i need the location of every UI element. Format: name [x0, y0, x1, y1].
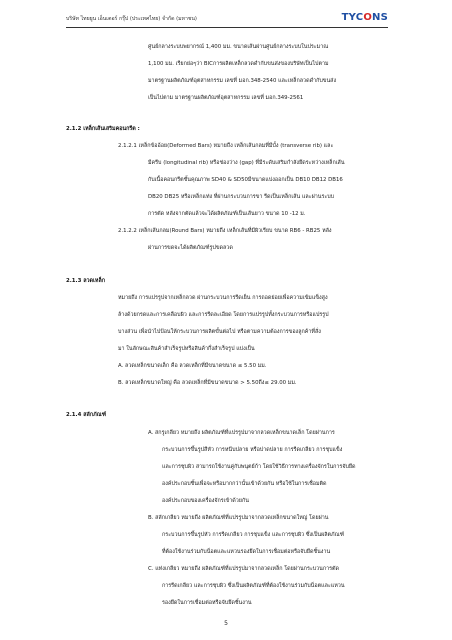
list-item: A. ลวดเหล็กขนาดเล็ก คือ ลวดเหล็กที่มีขนาดขนาด ≤ 5.50 มม. [118, 363, 267, 369]
intro-line: เป็นไปตาม มาตรฐานผลิตภัณฑ์อุตสาหกรรม เลขที่ มอก.349-2561 [148, 95, 304, 101]
section-line: ล้างด้วยกรดและการเคลือบผิว และการรีดละเอียด โดยการแปรรูปทั้งกระบวนการหรือแปรรูป [118, 312, 329, 318]
tycons-logo: TYCONS [341, 12, 388, 23]
intro-line: 1,100 มม. เรียกย่อๆว่า BICการผลิตเหล็กลวดดำกับขนส่งของบริษัทเป็นไปตาม [148, 61, 329, 67]
page-number: 5 [224, 620, 228, 627]
header-divider [66, 27, 388, 28]
page-header [66, 12, 388, 32]
section-heading-2-1-2: 2.1.2 เหล็กเส้นเสริมคอนกรีต : [66, 126, 140, 132]
section-heading-2-1-3: 2.1.3 ลวดเหล็ก [66, 278, 106, 284]
list-item: C. แท่งเกลียว หมายถึง ผลิตภัณฑ์ที่แปรรูปมาจากลวดเหล็ก โดยผ่านกระบวนการตัด [148, 566, 340, 572]
section-line: หมายถึง การแปรรูปจากเหล็กลวด ผ่านกระบวนการรีดเย็น การถอดย่อยเพื่อความเข้มแข็งสูง [118, 295, 328, 301]
section-line: มา ในลักษณะสินค้าสำเร็จรูปหรือสินค้ากึ่งสำเร็จรูป แบ่งเป็น [118, 346, 255, 352]
section-line: และการชุบผิว สามารถใช้งานคู่กับพนุตย์ก้า โดยใช้วิธีการทางเครื่องจักรในการจับยึด [162, 464, 356, 470]
company-name: บริษัท ไทยยูน เอ็นเตอร์ กรุ๊ป (ประเทศไทย) จำกัด (มหาชน) [66, 16, 197, 22]
section-line: DB20 DB25 หรือเหล็กแท่ง ที่ผ่านกระบวนการขา รีดเป็นเหล็กเส้น และผ่านระบบ [148, 194, 335, 200]
section-line: กระบวนการขึ้นรูปหัว การรีดเกลียว การชุบแข็ง และการชุบผิว ซึ่งเป็นผลิตภัณฑ์ [162, 532, 345, 538]
list-item: A. สกรูเกลียว หมายถึง ผลิตภัณฑ์ที่แปรรูปมาจากลวดเหล็กขนาดเล็ก โดยผ่านการ [148, 430, 335, 436]
section-line: 2.1.2.2 เหล็กเส้นกลม(Round Bars) หมายถึง เหล็กเส้นที่มีผิวเรียบ ขนาด RB6 - RB25 หลัง [118, 228, 332, 234]
section-line: รองยึดในการเชื่อมต่อหรือจับยึดชิ้นงาน [162, 600, 252, 606]
list-item: B. ลวดเหล็กขนาดใหญ่ คือ ลวดเหล็กที่มีขนาดขนาด > 5.50ถึง≤ 29.00 มม. [118, 380, 297, 386]
intro-line: ศูนย์กลางระบบพยากรณ์ 1,400 มม. ขนาดเส้นผ่านศูนย์กลางระบบในประมาณ [148, 44, 329, 50]
intro-line: มาตรฐานผลิตภัณฑ์อุตสาหกรรม เลขที่ มอก.348-2540 และเหล็กลวดดำกับขนส่ง [148, 78, 337, 84]
list-item: B. สลักเกลียว หมายถึง ผลิตภัณฑ์ที่แปรรูปมาจากลวดเหล็กขนาดใหญ่ โดยผ่าน [148, 515, 329, 521]
section-line: 2.1.2.1 เหล็กข้ออ้อย(Deformed Bars) หมายถึง เหล็กเส้นกลมที่มีบั้ง (transverse rib) และ [118, 143, 334, 149]
section-line: กระบวนการขึ้นรูปสีหัว การหนีบปลาย หรือปาดปลาย การรีดเกลียว การชุบแข็ง [162, 447, 343, 453]
section-heading-2-1-4: 2.1.4 สลักภัณฑ์ [66, 412, 107, 418]
section-line: การตัด หลังจากตัดแล้วจะได้ผลิตภัณฑ์เป็นเส้นยาว ขนาด 10 -12 ม. [148, 211, 306, 217]
section-line: กับเนื้อคอนกรีตชั้นคุณภาพ SD40 & SD50มีขนาดแบ่งออกเป็น DB10 DB12 DB16 [148, 177, 343, 183]
section-line: ที่ต้องใช้งานร่วมกับน็อตและแหวนรองยึดในการเชื่อมต่อหรือจับยึดชิ้นงาน [162, 549, 331, 555]
section-line: ผ่านการขดจะได้ผลิตภัณฑ์รูปขดลวด [148, 245, 233, 251]
section-line: บางส่วน เพื่อนำไปป้อนให้กระบวนการผลิตขั้นต่อไป หรือตามความต้องการของลูกค้าที่สั่ง [118, 329, 321, 335]
section-line: องค์ประกอบของเครื่องจักรเข้าด้วยกัน [162, 498, 249, 504]
section-line: องค์ประกอบชิ้นเพื่อจะหรือมากกว่านั้นเข้าด้วยกัน หรือใช้ในการเชื่อมติด [162, 481, 327, 487]
section-line: มีครีบ (longitudinal rib) หรือช่องว่าง (gap) ที่มีระดับเสริมกำลังยึดระหว่างเหล็กเส้น [148, 160, 345, 166]
section-line: การรีดเกลียว และการชุบผิว ซึ่งเป็นผลิตภัณฑ์ที่ต้องใช้งานร่วมกับน็อตและแหวน [162, 583, 345, 589]
